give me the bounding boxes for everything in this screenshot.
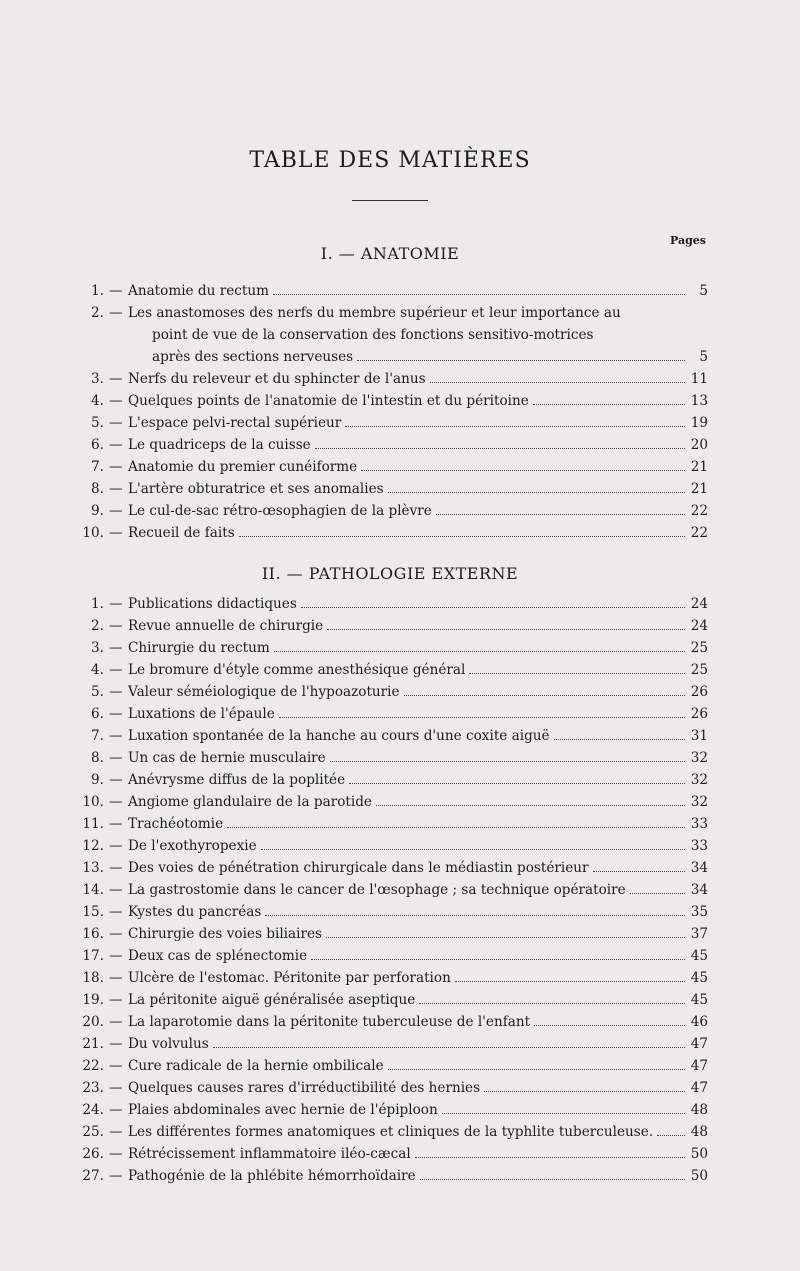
entry-title: Ulcère de l'estomac. Péritonite par perforation [128,970,451,986]
entry-dash: — [109,525,123,541]
entry-title: Chirurgie du rectum [128,640,270,656]
entry-title: La laparotomie dans la péritonite tuberculeuse de l'enfant [128,1014,531,1030]
entry-title-line [128,393,688,409]
entry-number: 24. [82,1102,104,1118]
dot-leader [430,382,685,383]
toc-entry-row [0,459,800,481]
entry-number: 7. [91,459,104,475]
entry-page-number: 46 [690,1014,708,1030]
entry-title: Valeur séméiologique de l'hypoazoturie [128,684,400,700]
entry-page-number: 47 [690,1036,708,1052]
pages-column-label: Pages [670,234,706,247]
entry-number: 10. [82,794,104,810]
entry-number: 22. [82,1058,104,1074]
entry-title: Des voies de pénétration chirurgicale dans le médiastin postérieur [128,860,589,876]
entry-dash: — [109,503,123,519]
dot-leader [274,651,685,652]
entry-dash: — [109,970,123,986]
entry-number: 17. [82,948,104,964]
entry-title-line [128,371,688,387]
entry-number: 5. [91,684,104,700]
entry-page-number: 33 [690,838,708,854]
entry-page-number: 45 [690,992,708,1008]
entry-title: après des sections nerveuses [152,349,354,365]
entry-dash: — [109,772,123,788]
entry-dash: — [109,860,123,876]
entry-number: 6. [91,706,104,722]
entry-number: 1. [91,596,104,612]
page-title: TABLE DES MATIÈRES [249,148,531,173]
dot-leader [593,871,685,872]
entry-dash: — [109,1014,123,1030]
entry-title-line [128,1146,688,1162]
entry-page-number: 34 [690,860,708,876]
entry-title-line [152,349,688,365]
dot-leader [315,448,685,449]
dot-leader [455,981,685,982]
entry-title: Deux cas de splénectomie [128,948,308,964]
toc-entry-row [0,1168,800,1190]
toc-entry-row [0,662,800,684]
entry-title-line [128,283,688,299]
entry-title: Du volvulus [128,1036,209,1052]
entry-page-number: 45 [690,970,708,986]
entry-number: 5. [91,415,104,431]
entry-number: 4. [91,662,104,678]
toc-entry-row [0,1124,800,1146]
dot-leader [265,915,685,916]
entry-page-number: 47 [690,1058,708,1074]
entry-number: 3. [91,640,104,656]
entry-number: 20. [82,1014,104,1030]
entry-page-number: 48 [690,1124,708,1140]
entry-title-line [128,1058,688,1074]
entry-page-number: 19 [690,415,708,431]
entry-number: 25. [82,1124,104,1140]
entry-title: Luxations de l'épaule [128,706,275,722]
entry-number: 7. [91,728,104,744]
entry-dash: — [109,926,123,942]
entry-dash: — [109,750,123,766]
toc-entry-row [0,706,800,728]
entry-title-line [128,728,688,744]
entry-page-number: 32 [690,750,708,766]
entry-page-number: 26 [690,684,708,700]
entry-title-line [128,640,688,656]
toc-entry-row [0,1080,800,1102]
entry-number: 2. [91,305,104,321]
entry-title-line [128,1102,688,1118]
entry-page-number: 48 [690,1102,708,1118]
entry-dash: — [109,1036,123,1052]
toc-entry-row [0,816,800,838]
dot-leader [469,673,685,674]
entry-title-line [128,772,688,788]
entry-title: Cure radicale de la hernie ombilicale [128,1058,384,1074]
entry-title: Quelques points de l'anatomie de l'intestin et du péritoine [128,393,529,409]
dot-leader [213,1047,685,1048]
entry-title: Pathogénie de la phlébite hémorrhoïdaire [128,1168,416,1184]
entry-page-number: 37 [690,926,708,942]
entry-number: 8. [91,750,104,766]
entry-dash: — [109,816,123,832]
entry-dash: — [109,1080,123,1096]
entry-page-number: 13 [690,393,708,409]
entry-number: 19. [82,992,104,1008]
entry-title: Plaies abdominales avec hernie de l'épiploon [128,1102,438,1118]
entry-title: Le quadriceps de la cuisse [128,437,311,453]
dot-leader [484,1091,685,1092]
entry-page-number: 20 [690,437,708,453]
entry-title: Anévrysme diffus de la poplitée [128,772,346,788]
toc-entry-row [0,992,800,1014]
entry-dash: — [109,459,123,475]
entry-dash: — [109,283,123,299]
entry-dash: — [109,481,123,497]
entry-dash: — [109,371,123,387]
entry-title: Les anastomoses des nerfs du membre supérieur et leur importance au [128,305,621,321]
dot-leader [311,959,685,960]
entry-dash: — [109,992,123,1008]
toc-entry-row [0,393,800,415]
toc-entry-row [0,1146,800,1168]
entry-page-number: 32 [690,794,708,810]
toc-entry-row [0,640,800,662]
dot-leader [442,1113,685,1114]
dot-leader [388,492,685,493]
section-heading-pathologie-externe: II. — PATHOLOGIE EXTERNE [261,564,519,583]
toc-entry-row [0,772,800,794]
entry-dash: — [109,728,123,744]
toc-entry-row [0,684,800,706]
toc-entry-row [0,437,800,459]
entry-title: Revue annuelle de chirurgie [128,618,324,634]
entry-page-number: 50 [690,1146,708,1162]
dot-leader [349,783,685,784]
entry-dash: — [109,415,123,431]
toc-entry-row [0,349,800,371]
entry-dash: — [109,393,123,409]
entry-title: Rétrécissement inflammatoire iléo-cæcal [128,1146,411,1162]
entry-page-number: 5 [699,349,708,365]
toc-entry-row [0,838,800,860]
entry-title: La gastrostomie dans le cancer de l'œsophage ; sa technique opératoire [128,882,626,898]
entry-page-number: 47 [690,1080,708,1096]
dot-leader [227,827,685,828]
entry-title-line [128,904,688,920]
entry-dash: — [109,640,123,656]
entry-title-line [128,437,688,453]
entry-page-number: 35 [690,904,708,920]
entry-dash: — [109,684,123,700]
dot-leader [534,1025,685,1026]
entry-number: 10. [82,525,104,541]
toc-entry-row [0,794,800,816]
entry-title: Recueil de faits [128,525,235,541]
entry-title-line [128,750,688,766]
entry-page-number: 32 [690,772,708,788]
toc-entry-row [0,904,800,926]
dot-leader [345,426,685,427]
entry-title: point de vue de la conservation des fonctions sensitivo-motrices [152,327,594,343]
entry-title: Chirurgie des voies biliaires [128,926,322,942]
entry-title-line [128,1124,688,1140]
entry-title-line [128,596,688,612]
entry-dash: — [109,1058,123,1074]
entry-page-number: 26 [690,706,708,722]
entry-title: Anatomie du premier cunéiforme [128,459,358,475]
entry-number: 4. [91,393,104,409]
entry-number: 12. [82,838,104,854]
entry-number: 8. [91,481,104,497]
dot-leader [357,360,685,361]
entry-dash: — [109,1146,123,1162]
entry-title: Trachéotomie [128,816,224,832]
entry-title-line [128,882,688,898]
dot-leader [376,805,685,806]
entry-number: 14. [82,882,104,898]
entry-title: Les différentes formes anatomiques et cliniques de la typhlite tuberculeuse. [128,1124,654,1140]
dot-leader [554,739,685,740]
entry-number: 6. [91,437,104,453]
entry-number: 9. [91,503,104,519]
entry-title: Angiome glandulaire de la parotide [128,794,372,810]
dot-leader [327,629,685,630]
entry-dash: — [109,437,123,453]
dot-leader [261,849,685,850]
entry-dash: — [109,794,123,810]
entry-dash: — [109,305,123,321]
dot-leader [301,607,685,608]
toc-entry-row [0,596,800,618]
entry-title: Quelques causes rares d'irréductibilité des hernies [128,1080,481,1096]
entry-page-number: 33 [690,816,708,832]
entry-dash: — [109,662,123,678]
entry-dash: — [109,596,123,612]
entry-title-line [128,459,688,475]
toc-entry-row [0,283,800,305]
toc-entry-row [0,1058,800,1080]
toc-entry-row [0,1102,800,1124]
entry-dash: — [109,618,123,634]
entry-title: Anatomie du rectum [128,283,269,299]
entry-title-line [128,481,688,497]
dot-leader [239,536,685,537]
entry-number: 3. [91,371,104,387]
dot-leader [419,1003,685,1004]
entry-number: 18. [82,970,104,986]
dot-leader [415,1157,685,1158]
toc-entry-row [0,481,800,503]
entry-title-line [128,706,688,722]
dot-leader [657,1135,685,1136]
entry-title-line [128,838,688,854]
toc-entry-row [0,503,800,525]
entry-title-line [128,1080,688,1096]
dot-leader [273,294,685,295]
section-heading-anatomie: I. — ANATOMIE [320,244,460,263]
dot-leader [279,717,685,718]
entry-page-number: 25 [690,640,708,656]
entry-page-number: 22 [690,503,708,519]
entry-title: L'artère obturatrice et ses anomalies [128,481,384,497]
entry-number: 13. [82,860,104,876]
entry-page-number: 24 [690,618,708,634]
toc-entry-row [0,750,800,772]
dot-leader [404,695,685,696]
entry-page-number: 5 [699,283,708,299]
toc-entry-row [0,860,800,882]
toc-entry-row [0,415,800,437]
entry-title-line [128,860,688,876]
dot-leader [388,1069,685,1070]
entry-title: Publications didactiques [128,596,297,612]
entry-page-number: 25 [690,662,708,678]
entry-title: Nerfs du releveur et du sphincter de l'anus [128,371,426,387]
dot-leader [326,937,685,938]
entry-title-line [128,684,688,700]
dot-leader [330,761,685,762]
toc-entry-row [0,948,800,970]
entry-number: 15. [82,904,104,920]
entry-title: L'espace pelvi-rectal supérieur [128,415,342,431]
toc-entry-row [0,327,800,349]
toc-entry-row [0,618,800,640]
entry-page-number: 34 [690,882,708,898]
dot-leader [436,514,685,515]
entry-title-line [128,970,688,986]
entry-title-line [128,926,688,942]
entry-title: Un cas de hernie musculaire [128,750,326,766]
dot-leader [533,404,685,405]
toc-entry-row [0,305,800,327]
entry-title-line [128,662,688,678]
dot-leader [361,470,685,471]
entry-page-number: 21 [690,481,708,497]
entry-title-line [128,1014,688,1030]
entry-dash: — [109,904,123,920]
entry-number: 16. [82,926,104,942]
entry-dash: — [109,706,123,722]
toc-entry-row [0,926,800,948]
entry-number: 21. [82,1036,104,1052]
entry-number: 26. [82,1146,104,1162]
entry-page-number: 24 [690,596,708,612]
toc-entry-row [0,1036,800,1058]
entry-dash: — [109,1102,123,1118]
toc-entry-row [0,728,800,750]
entry-title-line [128,948,688,964]
entry-dash: — [109,882,123,898]
toc-entry-row [0,970,800,992]
entry-title: Luxation spontanée de la hanche au cours d'une coxite aiguë [128,728,550,744]
entry-title-line [128,415,688,431]
entry-title-line [128,1168,688,1184]
entry-title-line [128,794,688,810]
entry-number: 2. [91,618,104,634]
entry-page-number: 50 [690,1168,708,1184]
entry-title-line [128,816,688,832]
entry-dash: — [109,838,123,854]
entry-page-number: 22 [690,525,708,541]
entry-title-line [128,1036,688,1052]
entry-title-line [128,618,688,634]
toc-entry-row [0,1014,800,1036]
entry-dash: — [109,1168,123,1184]
entry-number: 27. [82,1168,104,1184]
entry-title-line [128,525,688,541]
dot-leader [630,893,685,894]
entry-title: De l'exothyropexie [128,838,257,854]
entry-page-number: 21 [690,459,708,475]
toc-entry-row [0,371,800,393]
entry-title: Kystes du pancréas [128,904,262,920]
entry-number: 11. [82,816,104,832]
entry-title: Le bromure d'étyle comme anesthésique général [128,662,466,678]
entry-number: 9. [91,772,104,788]
entry-number: 1. [91,283,104,299]
entry-page-number: 31 [690,728,708,744]
entry-dash: — [109,1124,123,1140]
toc-entry-row [0,882,800,904]
entry-page-number: 45 [690,948,708,964]
entry-title: La péritonite aiguë généralisée aseptique [128,992,416,1008]
entry-page-number: 11 [690,371,708,387]
title-rule [352,200,428,201]
entry-title-line [128,992,688,1008]
entry-title-line [128,503,688,519]
dot-leader [420,1179,685,1180]
entry-title: Le cul-de-sac rétro-œsophagien de la plèvre [128,503,432,519]
entry-number: 23. [82,1080,104,1096]
toc-entry-row [0,525,800,547]
entry-dash: — [109,948,123,964]
